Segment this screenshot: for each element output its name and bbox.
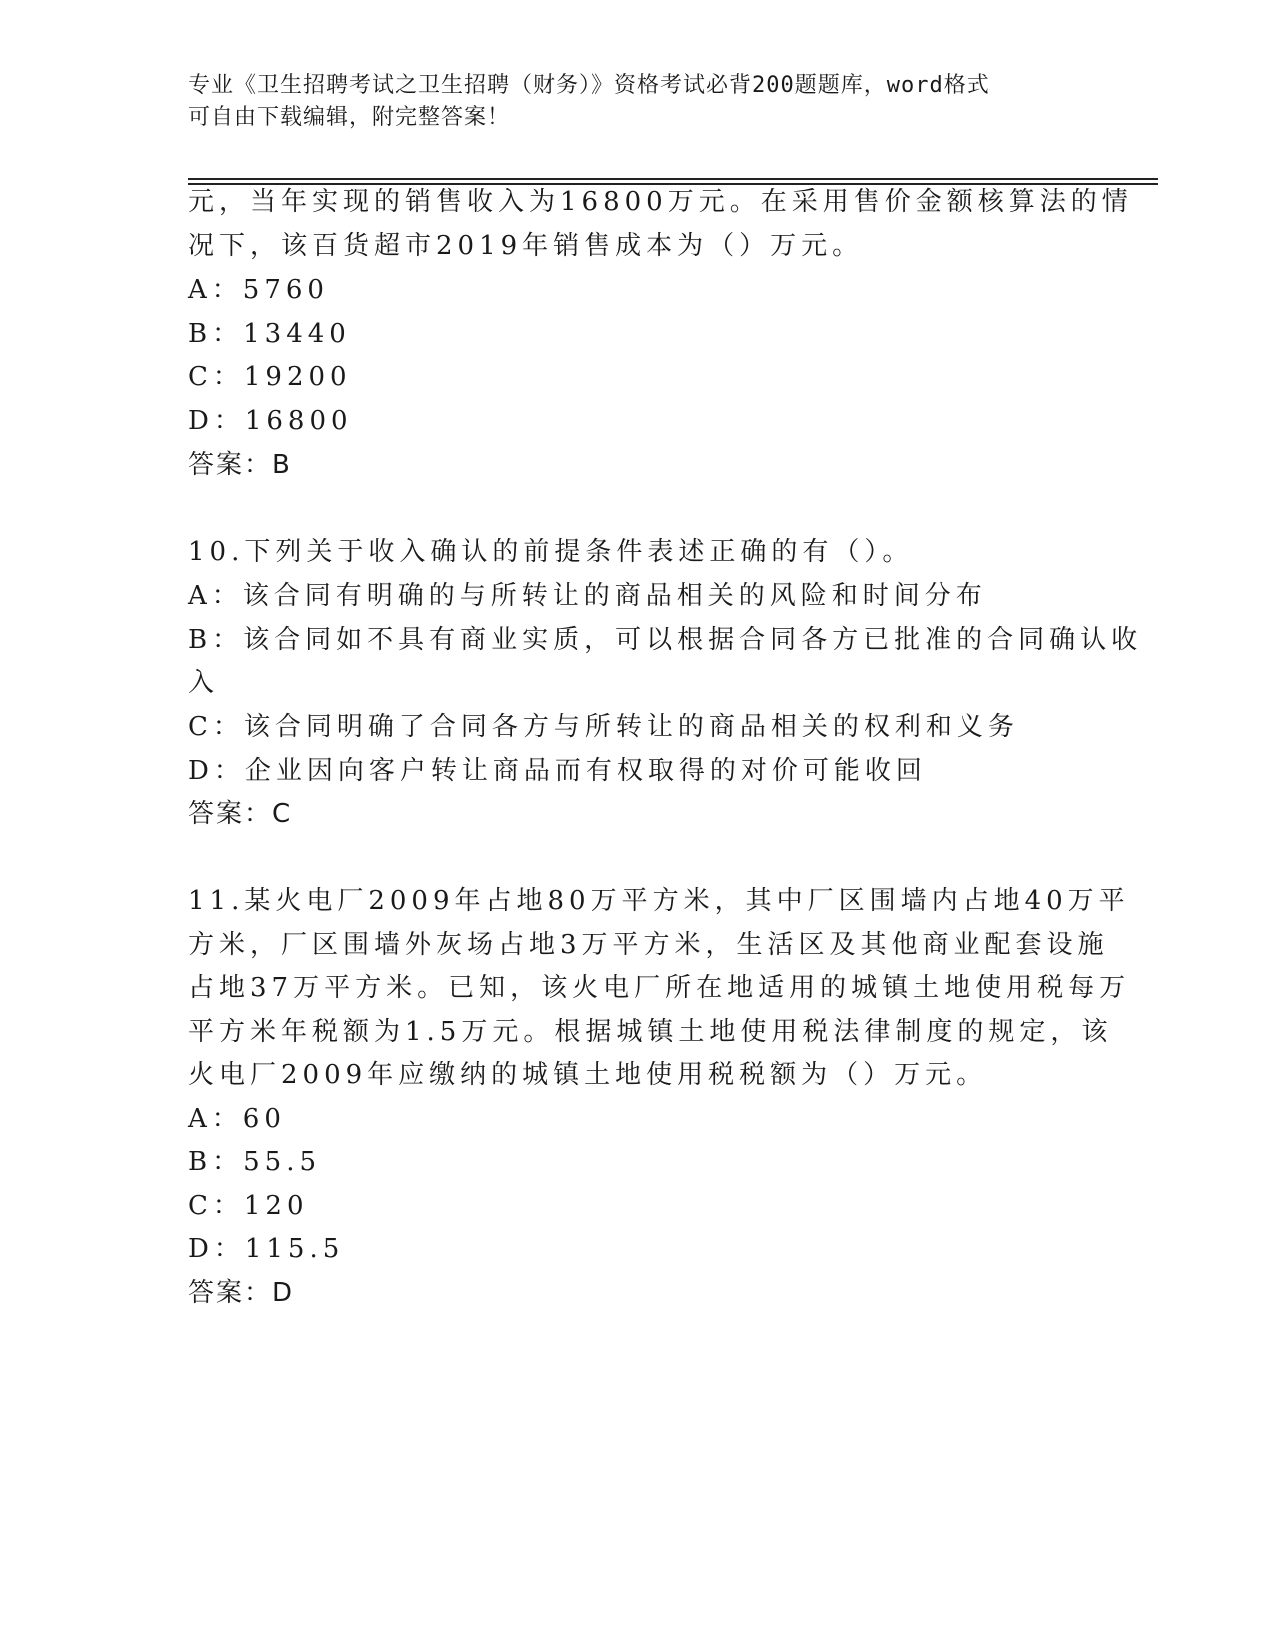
q10-stem-line-1: 10.下列关于收入确认的前提条件表述正确的有（）。 — [188, 537, 914, 567]
q11-stem-line-4: 平方米年税额为1.5万元。根据城镇土地使用税法律制度的规定，该 — [188, 1017, 1113, 1047]
document-header — [188, 70, 1088, 134]
q11-answer: 答案：D — [188, 1278, 295, 1308]
q10-option-b-line-2: 入 — [188, 668, 220, 698]
q11-stem-line-1: 11.某火电厂2009年占地80万平方米，其中厂区围墙内占地40万平 — [188, 886, 1130, 916]
q10-option-b-line-1: B：该合同如不具有商业实质，可以根据合同各方已批准的合同确认收 — [188, 625, 1143, 655]
q11-option-b: B：55.5 — [188, 1147, 321, 1177]
q11-stem-line-5: 火电厂2009年应缴纳的城镇土地使用税税额为（）万元。 — [188, 1060, 988, 1090]
q10-answer: 答案：C — [188, 799, 293, 829]
q9-answer: 答案：B — [188, 450, 292, 480]
q9-option-d: D：16800 — [188, 406, 353, 436]
q11-option-d: D：115.5 — [188, 1234, 345, 1264]
q9-option-c: C：19200 — [188, 362, 352, 392]
q9-stem-line-2: 况下，该百货超市2019年销售成本为（）万元。 — [188, 231, 864, 261]
q10-option-c: C：该合同明确了合同各方与所转让的商品相关的权利和义务 — [188, 712, 1019, 742]
q10-option-d: D：企业因向客户转让商品而有权取得的对价可能收回 — [188, 756, 927, 786]
q11-stem-line-3: 占地37万平方米。已知，该火电厂所在地适用的城镇土地使用税每万 — [188, 973, 1131, 1003]
q11-option-a: A：60 — [188, 1104, 286, 1134]
header-divider-top — [188, 178, 1158, 180]
q9-stem-line-1: 元，当年实现的销售收入为16800万元。在采用售价金额核算法的情 — [188, 187, 1133, 217]
q10-option-a: A：该合同有明确的与所转让的商品相关的风险和时间分布 — [188, 581, 987, 611]
q11-stem-line-2: 方米，厂区围墙外灰场占地3万平方米，生活区及其他商业配套设施 — [188, 930, 1109, 960]
header-line-1: 专业《卫生招聘考试之卫生招聘（财务）》资格考试必背200题题库，word格式 — [188, 73, 990, 98]
q11-option-c: C：120 — [188, 1191, 309, 1221]
q9-option-b: B：13440 — [188, 319, 351, 349]
header-line-2: 可自由下载编辑，附完整答案！ — [188, 105, 511, 130]
header-divider-bottom — [188, 183, 1158, 185]
q9-option-a: A：5760 — [188, 275, 329, 305]
